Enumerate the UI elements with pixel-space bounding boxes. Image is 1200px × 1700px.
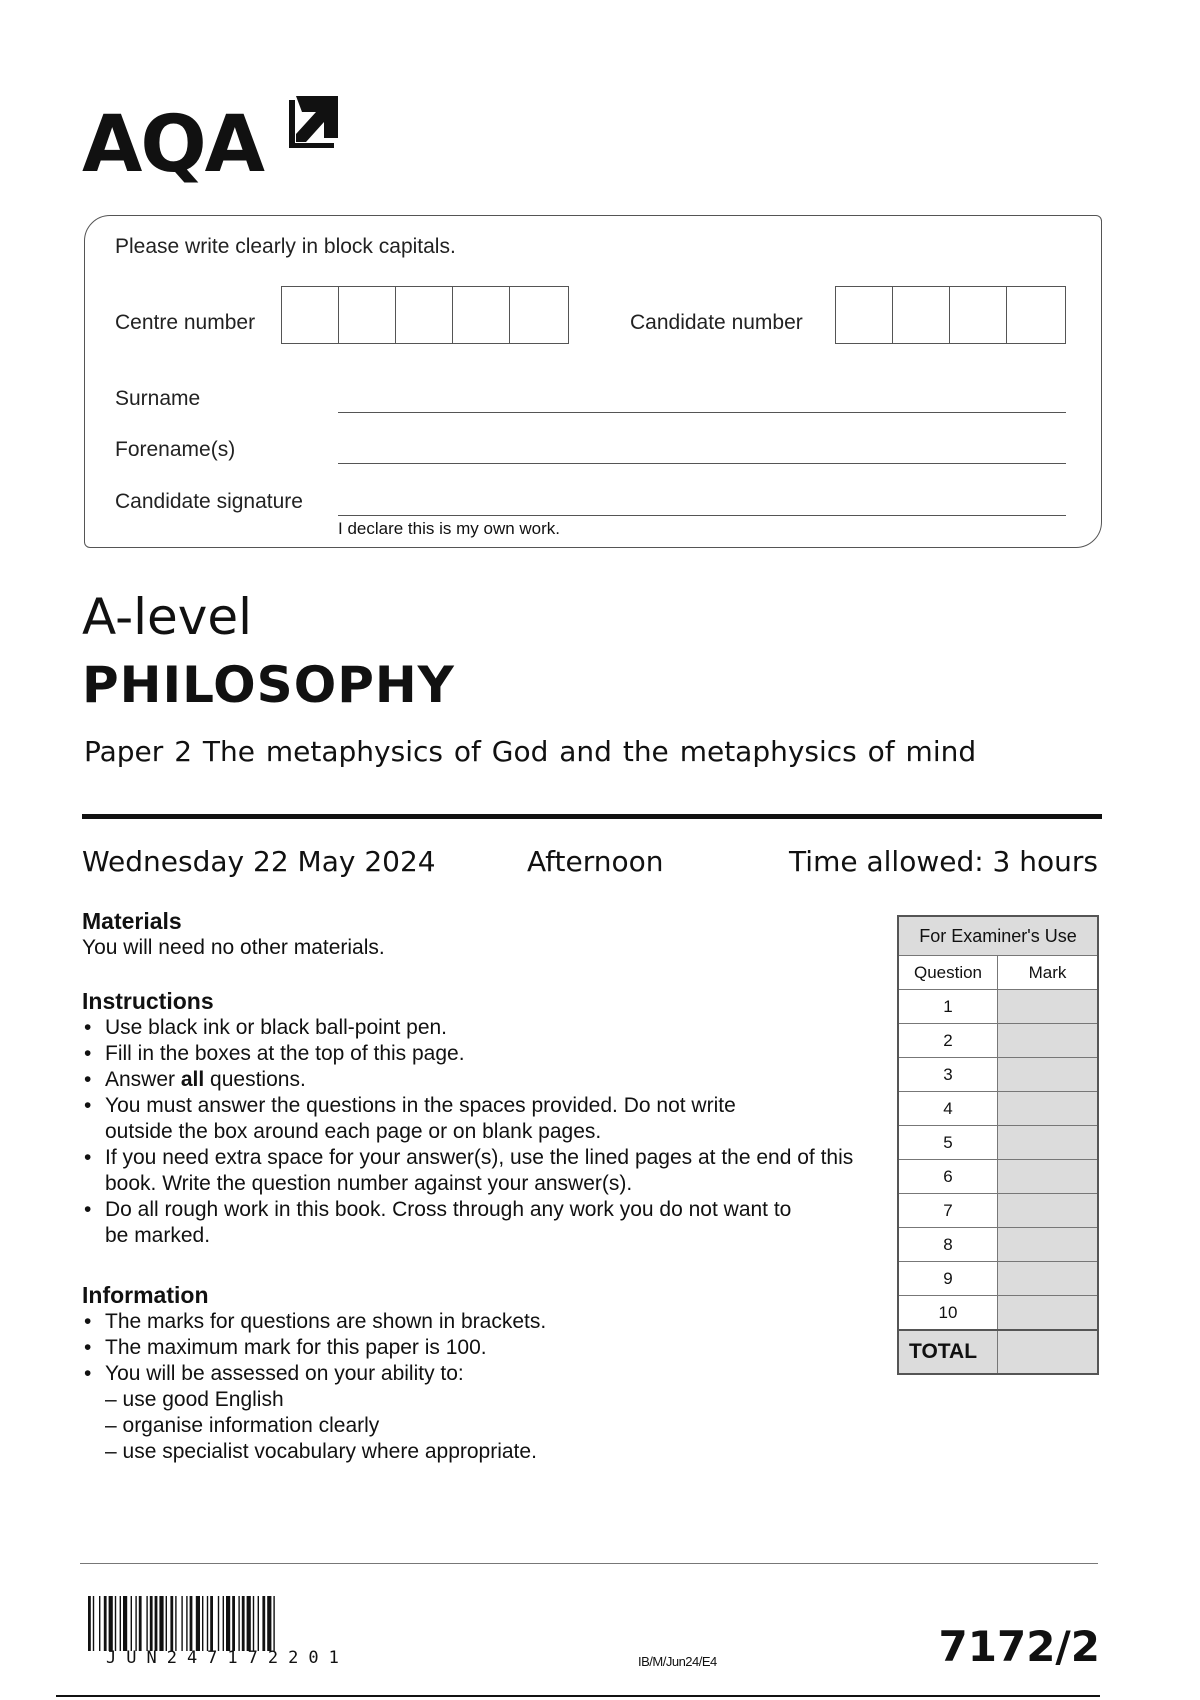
question-number: 5 bbox=[898, 1126, 998, 1160]
instruction-item: • Use black ink or black ball-point pen. bbox=[82, 1015, 862, 1041]
paper-code: 7172/2 bbox=[938, 1622, 1100, 1671]
mark-cell[interactable] bbox=[998, 1194, 1099, 1228]
table-row bbox=[898, 990, 1098, 1024]
table-row bbox=[898, 1228, 1098, 1262]
centre-digit-box[interactable] bbox=[396, 287, 453, 343]
materials-heading: Materials bbox=[82, 908, 182, 934]
candidate-digit-box[interactable] bbox=[1007, 287, 1064, 343]
mark-cell[interactable] bbox=[998, 1024, 1099, 1058]
declaration-text: I declare this is my own work. bbox=[338, 519, 561, 538]
instructions-section bbox=[82, 988, 862, 1249]
table-row bbox=[898, 1126, 1098, 1160]
aqa-logo: AQA bbox=[82, 100, 264, 190]
question-number: 3 bbox=[898, 1058, 998, 1092]
table-row bbox=[898, 1160, 1098, 1194]
aqa-logo-mark-icon bbox=[288, 92, 342, 148]
barcode-icon bbox=[88, 1596, 472, 1651]
centre-digit-box[interactable] bbox=[453, 287, 510, 343]
table-row bbox=[898, 1194, 1098, 1228]
instruction-item: • If you need extra space for your answer(s), use the lined pages at the end of this book. Write the question number against your answer(s). bbox=[82, 1145, 875, 1197]
instruction-item: • Fill in the boxes at the top of this page. bbox=[82, 1041, 862, 1067]
question-number: 1 bbox=[898, 990, 998, 1024]
mark-cell[interactable] bbox=[998, 1160, 1099, 1194]
centre-number-boxes[interactable] bbox=[281, 286, 569, 344]
examiner-use-table bbox=[897, 915, 1099, 1375]
forename-field[interactable] bbox=[338, 463, 1066, 464]
question-number: 4 bbox=[898, 1092, 998, 1126]
mark-cell[interactable] bbox=[998, 990, 1099, 1024]
signature-label: Candidate signature bbox=[115, 490, 303, 513]
exam-session: Afternoon bbox=[527, 845, 664, 878]
assessment-criterion: – use good English bbox=[105, 1388, 284, 1411]
question-number: 7 bbox=[898, 1194, 998, 1228]
candidate-digit-box[interactable] bbox=[836, 287, 893, 343]
mark-cell[interactable] bbox=[998, 1228, 1099, 1262]
surname-field[interactable] bbox=[338, 412, 1066, 413]
assessment-criterion: – use specialist vocabulary where appropriate. bbox=[105, 1440, 537, 1463]
question-number: 6 bbox=[898, 1160, 998, 1194]
exam-date: Wednesday 22 May 2024 bbox=[82, 845, 436, 878]
information-heading: Information bbox=[82, 1282, 209, 1308]
subject-title: PHILOSOPHY bbox=[82, 656, 455, 714]
page-bottom-rule bbox=[56, 1695, 1100, 1697]
mark-cell[interactable] bbox=[998, 1092, 1099, 1126]
instruction-item: • You must answer the questions in the spaces provided. Do not write outside the box around each page or on blank pages. bbox=[82, 1093, 805, 1145]
assessment-criterion: – organise information clearly bbox=[105, 1414, 380, 1437]
table-row bbox=[898, 1024, 1098, 1058]
candidate-digit-box[interactable] bbox=[893, 287, 950, 343]
question-number: 9 bbox=[898, 1262, 998, 1296]
question-number: 2 bbox=[898, 1024, 998, 1058]
time-allowed: Time allowed: 3 hours bbox=[789, 845, 1098, 878]
materials-text: You will need no other materials. bbox=[82, 936, 385, 959]
table-row bbox=[898, 1092, 1098, 1126]
surname-label: Surname bbox=[115, 387, 201, 410]
footer-divider bbox=[80, 1563, 1098, 1564]
candidate-number-label: Candidate number bbox=[630, 311, 803, 334]
mark-cell[interactable] bbox=[998, 1262, 1099, 1296]
forename-label: Forename(s) bbox=[115, 438, 236, 461]
mark-column-header: Mark bbox=[998, 956, 1099, 990]
document-reference: IB/M/Jun24/E4 bbox=[638, 1654, 717, 1669]
mark-cell[interactable] bbox=[998, 1058, 1099, 1092]
mark-cell[interactable] bbox=[998, 1296, 1099, 1331]
question-column-header: Question bbox=[898, 956, 998, 990]
information-item: • The marks for questions are shown in brackets. bbox=[82, 1309, 862, 1335]
mark-cell[interactable] bbox=[998, 1126, 1099, 1160]
barcode-number: JUN247172201 bbox=[106, 1648, 349, 1668]
information-item: • You will be assessed on your ability to: bbox=[82, 1361, 862, 1387]
candidate-digit-box[interactable] bbox=[950, 287, 1007, 343]
total-mark-cell[interactable] bbox=[998, 1330, 1099, 1374]
materials-section bbox=[82, 908, 862, 961]
centre-digit-box[interactable] bbox=[282, 287, 339, 343]
centre-digit-box[interactable] bbox=[510, 287, 567, 343]
paper-title: Paper 2 The metaphysics of God and the metaphysics of mind bbox=[84, 735, 977, 768]
block-capitals-instruction: Please write clearly in block capitals. bbox=[115, 235, 456, 258]
table-row bbox=[898, 1262, 1098, 1296]
centre-digit-box[interactable] bbox=[339, 287, 396, 343]
question-number: 10 bbox=[898, 1296, 998, 1331]
instruction-item: • Do all rough work in this book. Cross through any work you do not want to be marked. bbox=[82, 1197, 805, 1249]
total-row bbox=[898, 1330, 1098, 1374]
candidate-number-boxes[interactable] bbox=[835, 286, 1066, 344]
signature-field[interactable] bbox=[338, 515, 1066, 516]
information-item: • The maximum mark for this paper is 100. bbox=[82, 1335, 862, 1361]
instruction-item: • Answer all questions. bbox=[82, 1067, 862, 1093]
centre-number-label: Centre number bbox=[115, 311, 256, 334]
table-row bbox=[898, 1296, 1098, 1331]
table-row bbox=[898, 1058, 1098, 1092]
title-divider bbox=[82, 814, 1102, 819]
question-number: 8 bbox=[898, 1228, 998, 1262]
examiner-table-title: For Examiner's Use bbox=[898, 916, 1098, 956]
instructions-heading: Instructions bbox=[82, 988, 214, 1014]
qualification-level: A-level bbox=[82, 588, 253, 646]
total-label: TOTAL bbox=[898, 1330, 998, 1374]
information-section bbox=[82, 1282, 862, 1465]
